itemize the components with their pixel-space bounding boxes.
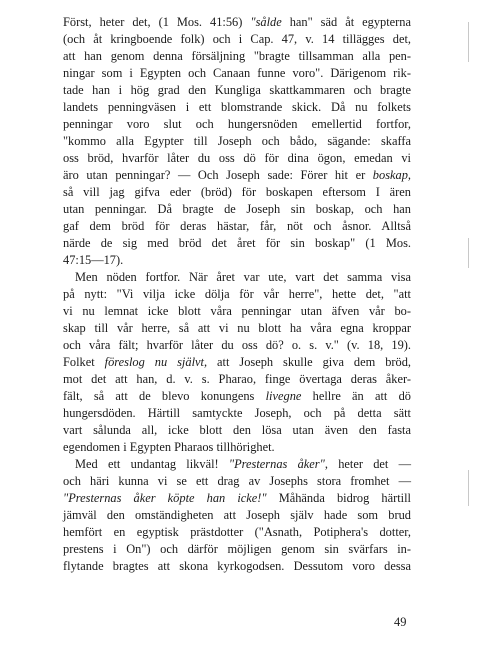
text-span: skap till vår herre, så att vi nu blott ha våra egna kroppar (63, 321, 411, 335)
text-line (63, 65, 411, 82)
text-span: och häri kunna vi se ett drag av Josephs stora fromhet — (63, 474, 411, 488)
text-span: ningar som i Egypten och Canaan funne voro". Därigenom rik- (63, 66, 411, 80)
text-span: han" säd åt egypterna (281, 15, 411, 29)
text-line (63, 490, 411, 507)
text-line (63, 524, 411, 541)
text-line (63, 303, 411, 320)
italic-span: föreslog nu självt, (104, 355, 208, 369)
text-line (63, 354, 411, 371)
text-line (63, 133, 411, 150)
text-span: prestens i On") och därför möjligen genom sin svärfars in- (63, 542, 411, 556)
text-span: utan penningar. Då bragte de Joseph sin boskap, och han (63, 202, 411, 216)
text-line (63, 31, 411, 48)
text-span: 47:15—17). (63, 253, 124, 267)
text-line (63, 99, 411, 116)
text-line (63, 558, 411, 575)
text-span: hungersdöden. Härtill samtyckte Joseph, och på detta sätt (63, 406, 411, 420)
page-edge-mark (468, 470, 469, 506)
text-line (63, 541, 411, 558)
italic-span: "Presternas åker" (228, 457, 325, 471)
text-span: vi nu lemnat icke blott våra penningar utan äfven vår bo- (63, 304, 411, 318)
text-span: mot det att han, d. v. s. Pharao, finge övertaga deras åker- (63, 372, 411, 386)
text-line (63, 320, 411, 337)
text-span: oss bröd, hvarför låter du oss dö för dina ögon, emedan vi (63, 151, 411, 165)
text-line (63, 82, 411, 99)
text-line (63, 439, 411, 456)
text-line (63, 235, 411, 252)
text-span: jämväl den omständigheten att Joseph själv hade som brud (63, 508, 411, 522)
text-span: Först, heter det, (1 Mos. 41:56) (63, 15, 251, 29)
italic-span: "Presternas åker köpte han icke!" (63, 491, 267, 505)
text-span: tade han i hög grad den Kungliga skattkammaren och bragte (63, 83, 411, 97)
text-span: egendomen i Egypten Pharaos tillhörighet. (63, 440, 275, 454)
text-span: Med ett undantag likväl! (75, 457, 229, 471)
text-line (63, 371, 411, 388)
text-line (63, 167, 411, 184)
text-span: gaf dem bröd för deras hästar, får, nöt och åsnor. Alltså (63, 219, 411, 233)
text-span: att Joseph skulle giva dem bröd, (207, 355, 412, 369)
text-line (63, 184, 411, 201)
text-span: penningar voro slut och hungersnöden emellertid fortfor, (63, 117, 411, 131)
text-line (63, 456, 411, 473)
text-span: flytande bragtes att skona kyrkogodsen. Dessutom voro dessa (63, 559, 411, 573)
text-line (63, 507, 411, 524)
text-line (63, 388, 411, 405)
text-line (63, 201, 411, 218)
italic-span: boskap, (372, 168, 411, 182)
text-span: Men nöden fortfor. När året var ute, vart det samma visa (75, 270, 411, 284)
page-edge-mark (468, 22, 469, 62)
text-span: (och åt kringboende folk) och i Cap. 47, v. 14 tillägges det, (63, 32, 411, 46)
text-span: närde de sig med bröd det året för sin boskap" (1 Mos. (63, 236, 411, 250)
text-span: Måhända bidrog härtill (266, 491, 411, 505)
text-span: Folket (63, 355, 105, 369)
text-line (63, 14, 411, 31)
text-line (63, 48, 411, 65)
text-line (63, 218, 411, 235)
text-span: att han genom denna försäljning "bragte tillsamman alla pen- (63, 49, 411, 63)
text-line (63, 269, 411, 286)
text-span: hellre än att dö (301, 389, 411, 403)
text-span: fält, så att de blevo konungens (63, 389, 266, 403)
text-span: "kommo alla Egypter till Joseph och bådo, sägande: skaffa (63, 134, 411, 148)
text-span: vart sålunda all, icke blott den lösa utan även den fasta (63, 423, 411, 437)
text-line (63, 473, 411, 490)
text-line (63, 405, 411, 422)
text-line (63, 150, 411, 167)
text-span: och våra fält; hvarför låter du oss dö? o. s. v." (v. 18, 19). (63, 338, 411, 352)
text-span: så vill jag gifva eder (bröd) för boskapen eftersom I ären (63, 185, 411, 199)
page-edge-mark (468, 238, 469, 268)
text-line (63, 422, 411, 439)
text-span: hemfört en egyptisk prästdotter ("Asnath, Potiphera's dotter, (63, 525, 411, 539)
text-span: landets penningväsen i ett blomstrande skick. Då nu folkets (63, 100, 411, 114)
text-line (63, 337, 411, 354)
text-line (63, 116, 411, 133)
text-line (63, 252, 411, 269)
italic-span: "sålde (250, 15, 282, 29)
page-number: 49 (394, 615, 407, 629)
text-span: äro utan penningar? — Och Joseph sade: Förer hit er (63, 168, 373, 182)
text-line (63, 286, 411, 303)
italic-span: livegne (265, 389, 302, 403)
text-span: , heter det — (324, 457, 412, 471)
body-text (63, 14, 411, 575)
text-span: på nytt: "Vi vilja icke dölja för vår herre", hette det, "att (63, 287, 411, 301)
